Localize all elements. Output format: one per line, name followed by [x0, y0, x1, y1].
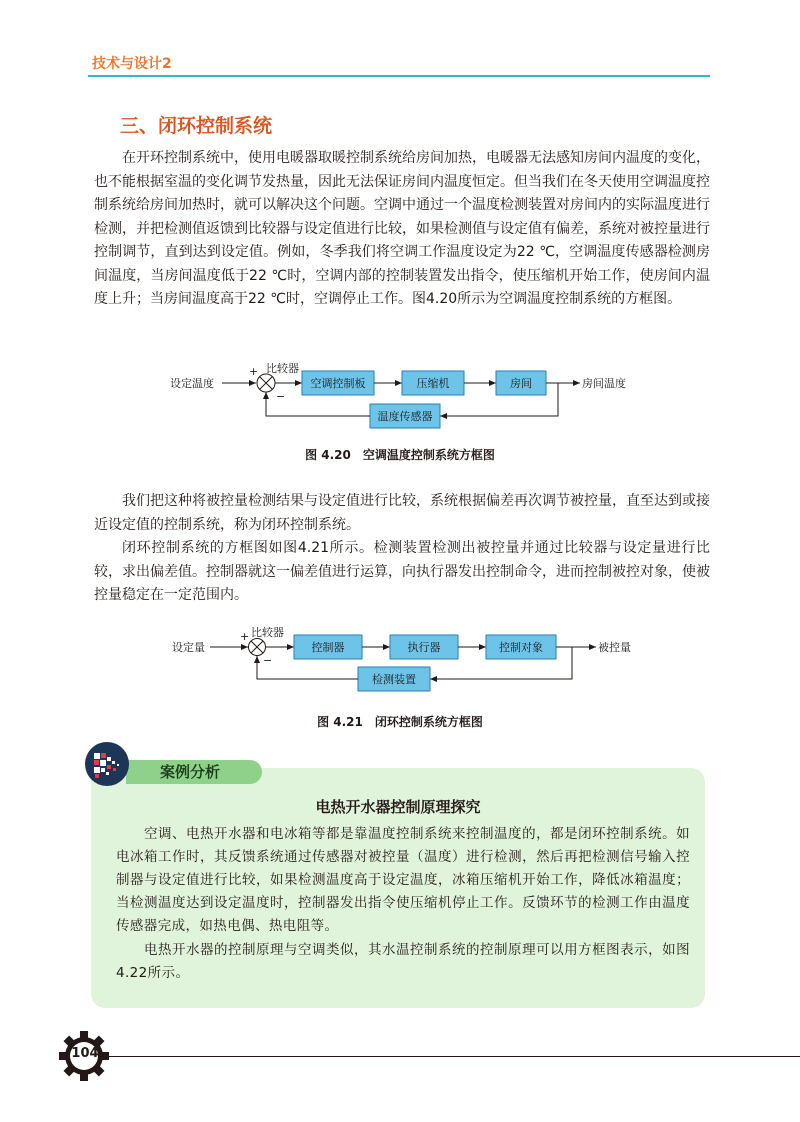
- page-number: 104: [71, 1046, 99, 1061]
- fig421-minus-sign: −: [263, 654, 273, 667]
- fig421-input-label: 设定量: [172, 641, 205, 654]
- fig420-block-sensor-label: 温度传感器: [377, 410, 433, 423]
- fig420-block-compressor-label: 压缩机: [416, 377, 450, 390]
- paragraph-block-diagram: 闭环控制系统的方框图如图4.21所示。检测装置检测出被控量并通过比较器与设定量进行比较，求出偏差值。控制器就这一偏差值进行运算，向执行器发出控制命令，进而控制被控对象，使被控量稳定在一定范围内。: [94, 540, 710, 603]
- fig421-block-plant-label: 控制对象: [499, 641, 543, 654]
- fig420-block-controller-label: 空调控制板: [310, 377, 366, 390]
- case-paragraph-2: 电热开水器的控制原理与空调类似，其水温控制系统的控制原理可以用方框图表示，如图4.22所示。: [116, 942, 690, 981]
- paragraph-definition: 我们把这种将被控量检测结果与设定值进行比较，系统根据偏差再次调节被控量，直至达到或接近设定值的控制系统，称为闭环控制系统。: [94, 493, 710, 533]
- case-paragraph-1: 空调、电热开水器和电冰箱等都是靠温度控制系统来控制温度的，都是闭环控制系统。如电冰箱工作时，其反馈系统通过传感器对被控量（温度）进行检测，然后再把检测信号输入控制器与设定值进行比较，如果检测温度高于设定温度，冰箱压缩机开始工作，降低冰箱温度；当检测温度达到设定温度时，控制器发出指令使压缩机停止工作。反馈环节的检测工作由温度传感器完成，如热电偶、热电阻等。: [116, 826, 690, 934]
- case-analysis-label: 案例分析: [126, 760, 262, 784]
- section-title: 三、闭环控制系统: [120, 115, 273, 137]
- fig420-block-room-label: 房间: [510, 377, 532, 390]
- fig421-block-controller-label: 控制器: [311, 641, 345, 654]
- fig420-comparator: [257, 374, 275, 392]
- figure-4-20-caption: 图 4.20 空调温度控制系统方框图: [305, 448, 495, 462]
- case-analysis-icon: [84, 741, 130, 787]
- fig421-output-label: 被控量: [598, 641, 631, 654]
- fig421-comparator: [249, 639, 266, 656]
- paragraph-intro: 在开环控制系统中，使用电暖器取暖控制系统给房间加热，电暖器无法感知房间内温度的变化，也不能根据室温的变化调节发热量，因此无法保证房间内温度恒定。但当我们在冬天使用空调温度控制系统给房间加热时，就可以解决这个问题。空调中通过一个温度检测装置对房间内的实际温度进行检测，并把检测值返馈到比较器与设定值进行比较，如果检测值与设定值有偏差，系统对被控量进行控制调节，直到达到设定值。例如，冬季我们将空调工作温度设定为22 ℃，空调温度传感器检测房间温度，当房间温度低于22 ℃时，空调内部的控制装置发出指令，使压缩机开始工作，使房间内温度上升；当房间温度高于22 ℃时，空调停止工作。图4.20所示为空调温度控制系统的方框图。: [94, 150, 710, 307]
- fig420-plus-sign: +: [249, 365, 259, 378]
- fig420-output-label: 房间温度: [582, 377, 626, 390]
- fig421-block-detector-label: 检测装置: [372, 673, 416, 686]
- header-divider: [88, 75, 710, 77]
- figure-4-21-caption: 图 4.21 闭环控制系统方框图: [317, 715, 483, 729]
- fig420-minus-sign: −: [276, 390, 286, 403]
- figure-4-21-diagram: [0, 628, 800, 708]
- fig421-comparator-label: 比较器: [251, 626, 284, 639]
- footer-divider: [108, 1056, 800, 1057]
- fig421-block-actuator-label: 执行器: [407, 641, 441, 654]
- fig421-plus-sign: +: [240, 630, 250, 643]
- case-title: 电热开水器控制原理探究: [315, 798, 481, 816]
- fig420-comparator-label: 比较器: [266, 362, 299, 375]
- header-title: 技术与设计2: [92, 56, 172, 72]
- fig420-input-label: 设定温度: [170, 377, 214, 390]
